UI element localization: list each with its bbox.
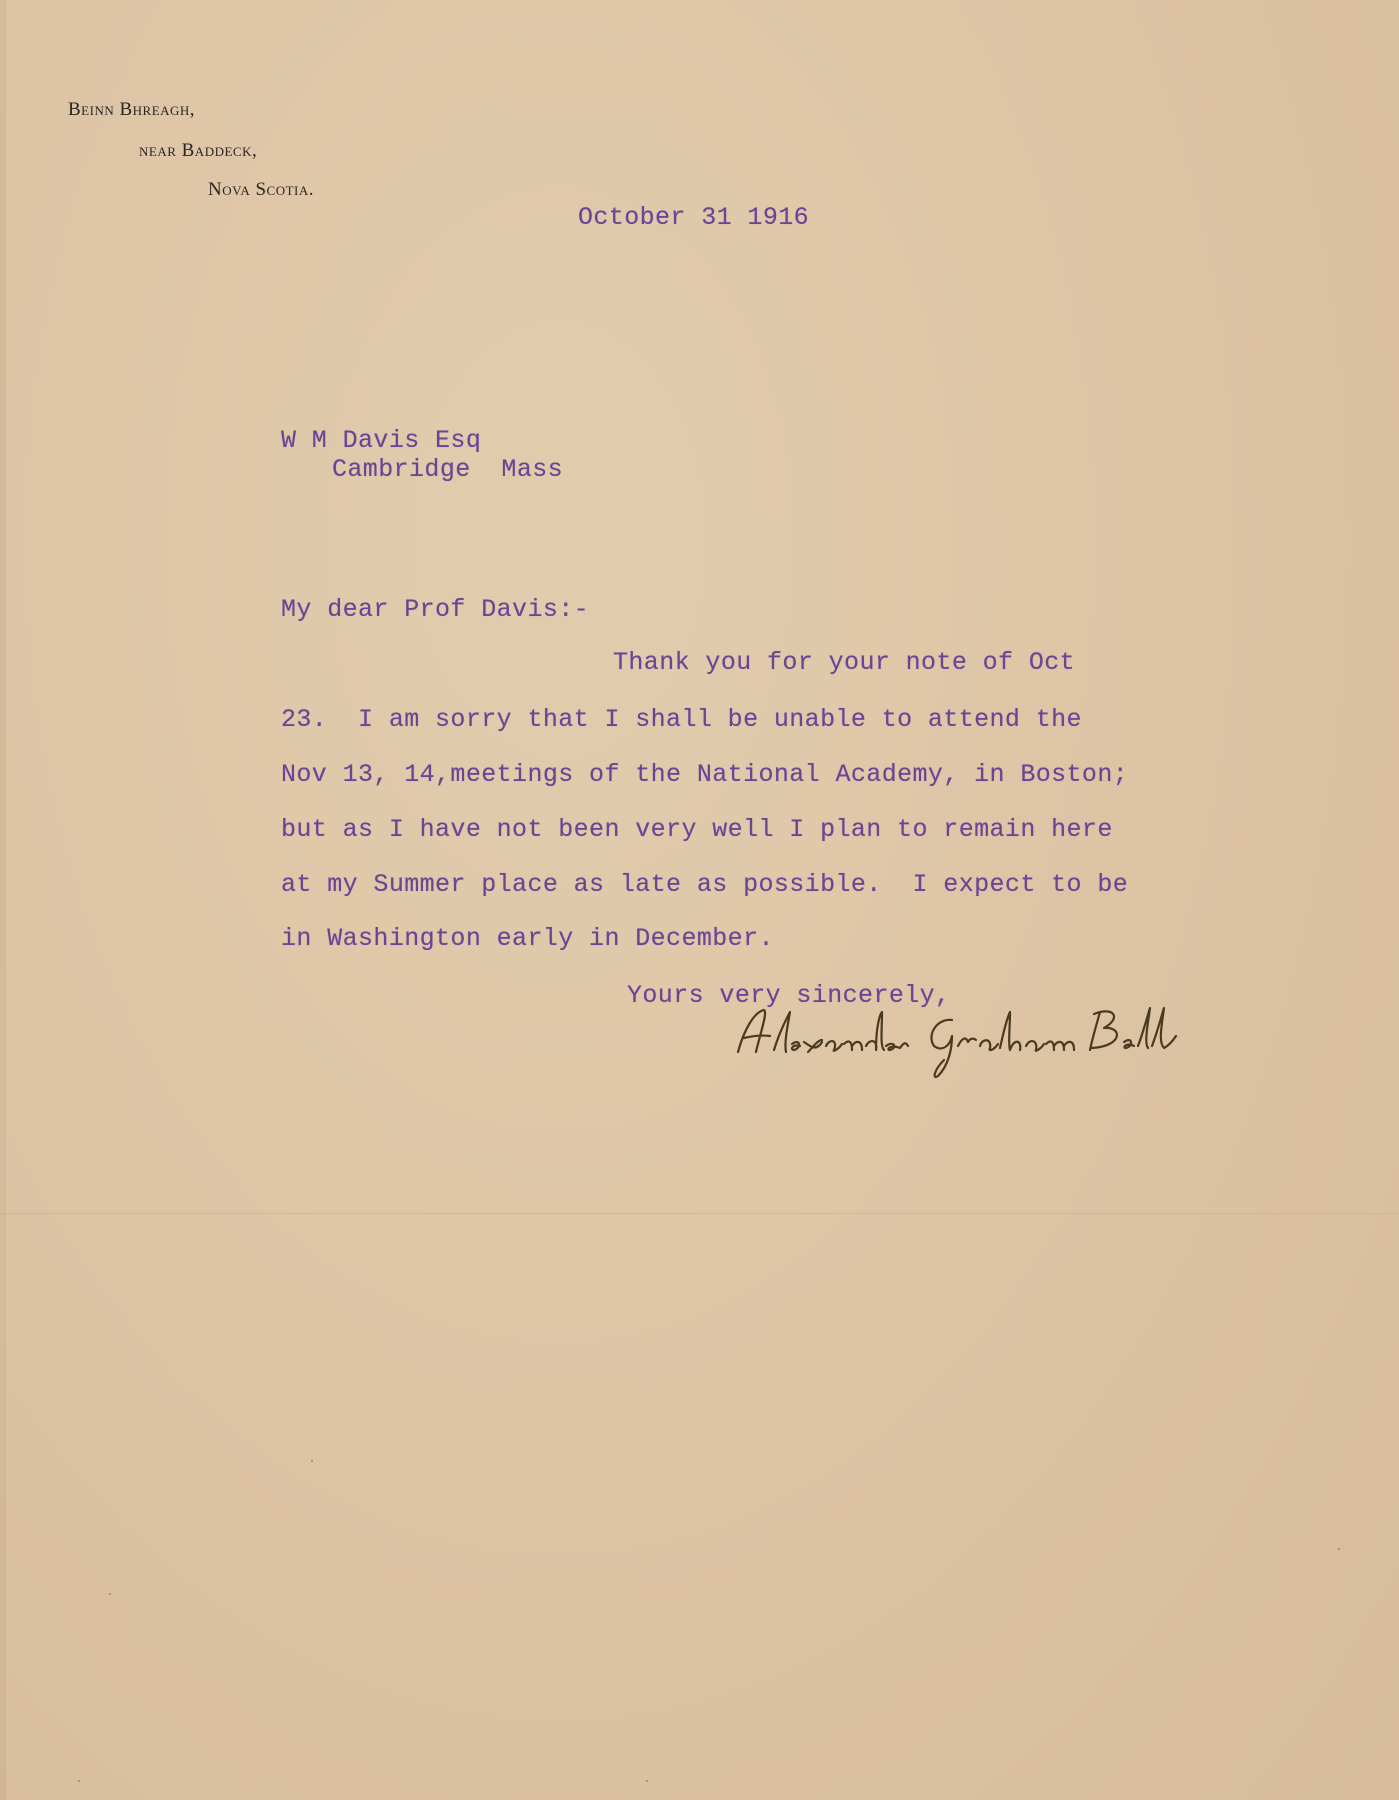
letterhead-town: near Baddeck, — [139, 140, 258, 161]
letterhead-province: Nova Scotia. — [208, 179, 314, 200]
recipient-name: W M Davis Esq — [281, 426, 482, 455]
letter-date: October 31 1916 — [578, 203, 810, 232]
paper-edge-shadow — [0, 0, 6, 1800]
body-line: Thank you for your note of Oct — [613, 648, 1076, 677]
letterhead-estate: Beinn Bhreagh, — [68, 99, 196, 120]
body-line: 23. I am sorry that I shall be unable to attend the — [281, 705, 1082, 734]
body-line: Nov 13, 14,meetings of the National Academy, in Boston; — [281, 760, 1129, 789]
paper-speck — [109, 1593, 111, 1595]
paper-speck — [311, 1460, 313, 1462]
closing: Yours very sincerely, — [627, 981, 951, 1010]
paper-fold-line — [0, 1213, 1399, 1214]
body-line: in Washington early in December. — [281, 924, 774, 953]
salutation: My dear Prof Davis:- — [281, 595, 590, 624]
recipient-location: Cambridge Mass — [332, 455, 564, 484]
paper-speck — [1338, 1548, 1340, 1550]
paper-speck — [646, 1780, 648, 1782]
body-line: at my Summer place as late as possible. I expect to be — [281, 870, 1129, 899]
handwritten-signature — [730, 990, 1180, 1080]
body-line: but as I have not been very well I plan to remain here — [281, 815, 1113, 844]
paper-speck — [78, 1780, 80, 1782]
